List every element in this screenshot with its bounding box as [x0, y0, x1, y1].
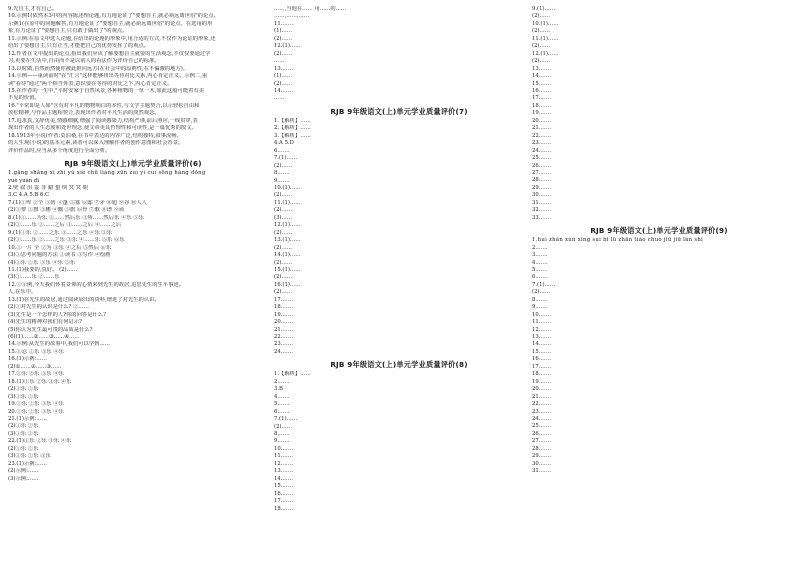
answer-line: 2.……	[274, 378, 290, 385]
answer-line: 14.……	[532, 341, 552, 348]
answer-line: ……,当他在…… 用……的……	[274, 6, 347, 12]
answer-line: 6.……	[274, 147, 290, 154]
answer-line: (3)①思考问题的方法 ②读书 ③写作 ④绘画	[8, 252, 111, 259]
answer-line: 19.①乐 ②乐 ③乐 ④乐	[8, 401, 64, 408]
answer-line: 14.……	[274, 87, 294, 94]
answer-line: 13.……	[532, 65, 552, 72]
answer-line: 12.(1)……	[274, 222, 301, 229]
answer-line: 2.……	[532, 244, 548, 251]
column-right	[532, 6, 786, 554]
answer-line: 11.(1)……	[532, 35, 559, 42]
answer-line: 4.……	[274, 393, 290, 400]
answer-line: 3.【解析】……	[274, 132, 311, 139]
answer-line: (2)……	[532, 28, 551, 35]
answer-line: 26.……	[532, 162, 552, 169]
column-left	[8, 6, 258, 554]
answer-line: 27.……	[532, 169, 552, 176]
answer-line: 10.(1)……	[532, 20, 559, 27]
answer-line: 27.……	[532, 438, 552, 445]
answer-line: 19.……	[274, 311, 294, 318]
answer-line: (3)①乐 ②乐	[8, 430, 39, 437]
answer-line: 21.(1)示例:……	[8, 416, 47, 423]
answer-line: 12.……	[274, 460, 294, 467]
answer-line: 4.A 5.D	[274, 140, 294, 147]
answer-line: 10.①一片 全 ②为 ③乐 ④之后 ⑤然后 ⑥乐	[8, 244, 112, 251]
answer-line: 9.(1)……	[532, 6, 556, 12]
answer-line: 9.先自主,才有自己。	[8, 6, 58, 12]
answer-line: ……	[274, 95, 285, 102]
answer-line: 17.追求真,文辞优美,情感细腻,增强了阅读感染力,结构严谨,前后照应,一线贯穿,表	[8, 117, 198, 124]
answer-line: 11.……	[274, 20, 294, 27]
answer-line: 3.……	[532, 252, 548, 259]
answer-line: (2)……	[274, 259, 293, 266]
answer-line: (2)……	[274, 192, 293, 199]
answer-line: (2)……	[274, 274, 293, 281]
answer-line: 17.①乐 ②乐 ③乐 ④乐	[8, 371, 64, 378]
answer-line: 23.……	[532, 140, 552, 147]
answer-line: (2)①……②……③……	[8, 363, 62, 370]
answer-line: 29.……	[532, 453, 552, 460]
answer-line: 5.……	[532, 266, 548, 273]
answer-line: 3.B	[274, 386, 283, 393]
answer-line: 9.……	[532, 304, 548, 311]
answer-line: 15.……	[274, 483, 294, 490]
answer-line: (2)示例:……	[8, 468, 39, 475]
answer-line: 13.……	[532, 334, 552, 341]
answer-line: 14.(1)……	[274, 252, 301, 259]
answer-line: (3)①……乐 ②……乐	[8, 274, 60, 281]
answer-line: 6.……	[532, 274, 548, 281]
answer-line: 16.(1)……	[274, 281, 301, 288]
answer-line: 15.①忍 ②乐 ③乐 ④乐	[8, 348, 64, 355]
answer-line: (3)……	[274, 214, 293, 221]
answer-line: 7.(1)……	[532, 281, 556, 288]
section-heading: RJB 9年级语文(上)单元学业质量评价(9)	[590, 226, 728, 236]
answer-line: 33.……	[532, 214, 552, 221]
answer-line: 象,有力论证了"要想自主,只有敢于做出了"的观点。	[8, 28, 128, 35]
answer-line: 17.……	[532, 363, 552, 370]
answer-line: 11.(1)……	[274, 199, 301, 206]
answer-line: yuè yuàn dǐ	[8, 177, 39, 184]
answer-line: (6)(1)……②……③……④……	[8, 334, 80, 341]
answer-line: 24.……	[532, 147, 552, 154]
answer-line: 9.……	[274, 177, 290, 184]
answer-line: 12.①示例,今天我们怀着景仰的心情来到先生的故居,追思先生的生平事迹。	[8, 281, 184, 288]
answer-line: 放松精神,与作品主题相契合,表现出作者对平凡生活的淡然观念。	[8, 110, 160, 117]
answer-line: (2)……	[532, 13, 551, 20]
answer-line: 1.【解析】……	[274, 117, 311, 124]
answer-line: 16.……	[274, 490, 294, 497]
answer-line: (2)……	[532, 58, 551, 65]
answer-line: 2.【解析】……	[274, 125, 311, 132]
answer-line: 12.(1)……	[532, 50, 559, 57]
answer-line: 22.(1)①乐 ②乐 ③乐 ④乐	[8, 438, 72, 445]
answer-line: (2)……	[274, 229, 293, 236]
answer-line: (2)……	[274, 207, 293, 214]
answer-line: 读"看待"通过"两个相当外表,意识要在等待的对比之下,内心肯定正义。	[8, 80, 173, 87]
answer-line: 15.……	[532, 80, 552, 87]
answer-line: 22.……	[532, 132, 552, 139]
answer-line: 13.(1)……	[274, 237, 301, 244]
answer-line: 10.示例1(依然本3中的内容陈述理论题,有力地论证了"要想自主,就必须远离世俗"的论点。	[8, 13, 219, 20]
answer-line: 习,更要在生活中,自由而不是以别人的看法作为评价自己的标准。	[8, 58, 160, 65]
answer-line: 16.(1)示例:……	[8, 356, 47, 363]
answer-line: (3)①乐 ②乐	[8, 393, 39, 400]
answer-line: 10.(1)……	[274, 184, 301, 191]
answer-line: 15.……	[532, 348, 552, 355]
answer-line: (2)①……乐 ②……之后 ③……之后 ④……之后	[8, 222, 122, 229]
answer-line: 18.……	[532, 371, 552, 378]
section-heading: RJB 9年级语文(上)单元学业质量评价(6)	[64, 159, 202, 169]
answer-line: 7.(1)……	[274, 155, 298, 162]
answer-line: 25.……	[532, 423, 552, 430]
answer-line: (2)……	[532, 289, 551, 296]
answer-line: 6.……	[274, 408, 290, 415]
answer-line: 16."平常即是人如"含有对平凡的物物明白的本性,与文学主题契合,以示轻松自由和	[8, 102, 200, 109]
answer-line: (4)先生的精神对我们有何启示?	[8, 319, 82, 326]
answer-line: 7.(1)①卑 ②全 ③鲁 ④篷 ⑤寡 ⑥邸 ⑦矛 ⑧旭 ⑨谷 ⑩人人	[8, 199, 147, 206]
answer-line: 23.(1)示例:……	[8, 460, 47, 467]
answer-line: 18.……	[274, 304, 294, 311]
answer-line: 7.(1)……	[274, 416, 298, 423]
answer-line: (2)……	[532, 43, 551, 50]
answer-line: 30.……	[532, 192, 552, 199]
answer-line: 15.(1)……	[274, 266, 301, 273]
answer-line: (2)①乐 ②乐	[8, 423, 39, 430]
answer-line: 19.……	[532, 378, 552, 385]
answer-line: 23.……	[274, 341, 294, 348]
answer-line: 9.(1)①乐 ②……之乐 ③……之乐 ④乐 ⑤乐	[8, 229, 113, 236]
answer-line: 18.……	[274, 505, 294, 512]
answer-line: 评价作品时,应当从多个角度进行全面分析。	[8, 147, 111, 154]
answer-line: 人,在乐中。	[8, 289, 37, 296]
answer-line: 示例1(在原中的问题解答,有力地论证了"要想自主,就必须远离世俗"的论点。在选用的形	[8, 20, 213, 27]
answer-line: 11.(1)我要的,真好。 (2)……	[8, 266, 78, 273]
answer-line: 17.……	[532, 95, 552, 102]
answer-line: 20.……	[274, 319, 294, 326]
answer-line: 24.……	[532, 416, 552, 423]
answer-line: 14.……	[274, 475, 294, 482]
answer-line: (5)你认为先生最可贵的品质是什么?	[8, 326, 93, 333]
answer-line: (2)①……乐 ②……之乐 ③乐 ④……乐 ⑤乐 ⑥乐	[8, 237, 125, 244]
answer-line: 12.……	[532, 326, 552, 333]
answer-line: 21.……	[532, 393, 552, 400]
answer-line: (1)……	[274, 28, 293, 35]
answer-line: 11.……	[532, 319, 552, 326]
answer-line: 22.……	[274, 334, 294, 341]
answer-line: 23.……	[532, 408, 552, 415]
answer-line: 28.……	[532, 177, 552, 184]
answer-line: (2)……	[274, 80, 293, 87]
answer-line: 20.①乐 ②乐 ③乐 ④乐	[8, 408, 64, 415]
answer-line: 2.壁 叙 沮 霎 菲 蜡 蛰 倒 冥 冥 眼	[8, 184, 89, 191]
answer-line: 3.C 4.A 5.B 6.C	[8, 192, 50, 199]
answer-line: 5.……	[274, 401, 290, 408]
answer-line: (2)……	[274, 162, 293, 169]
answer-line: (2)……	[274, 244, 293, 251]
answer-line: (2)……	[274, 35, 293, 42]
answer-line: 10.……	[274, 445, 294, 452]
answer-line: 13.(1)在先生的故居,通过阅读展出的资料,增进了对先生的认识。	[8, 296, 160, 303]
answer-line: 8.……	[274, 170, 290, 177]
answer-line: 15.在作者的一生中,"平时安家于自然风景,各种植物的一草一木,如此这般可能着有美	[8, 87, 205, 94]
answer-line: 16.……	[532, 356, 552, 363]
answer-line: (1)……	[274, 73, 293, 80]
answer-line: 11.……	[274, 453, 294, 460]
answer-line: 4.……	[532, 259, 548, 266]
answer-line: 8.……	[532, 296, 548, 303]
answer-line: 14.……	[532, 73, 552, 80]
answer-line: 10.……	[532, 311, 552, 318]
answer-line: (4)①乐 ②乐 ③乐 ④乐 ⑤乐	[8, 259, 76, 266]
answer-line: 25.……	[532, 155, 552, 162]
answer-line: 31.……	[532, 199, 552, 206]
answer-line: 19.……	[532, 110, 552, 117]
answer-line: 14.示例:从先生的故事中,我们可以学到……	[8, 341, 110, 348]
column-middle	[274, 6, 524, 554]
answer-line: 给出了要想自主,只有正当,才能把自己的优势发挥了的观点。	[8, 43, 150, 50]
answer-line: 1.【解析】……	[274, 371, 311, 378]
answer-line: 21.……	[274, 326, 294, 333]
answer-line: 18.1913年小说(作者:莫泊桑,在书中表达的内容广泛,结构独特,叙事流畅。	[8, 132, 182, 139]
answer-line: 31.……	[532, 468, 552, 475]
answer-line: 17.……	[274, 498, 294, 505]
answer-line: (3)①乐 ②乐 ③乐	[8, 453, 51, 460]
answer-line: (2)①黎 ②旗 ③鹏 ④飘 ⑤旗 ⑥骨 ⑦歌 ⑧谱 ⑨顽	[8, 207, 125, 214]
answer-line: 8.……	[274, 431, 290, 438]
section-heading: RJB 9年级语文(上)单元学业质量评价(7)	[330, 106, 468, 116]
answer-line: 9.……	[274, 438, 290, 445]
answer-line: (3)先生是一个怎样的人?你的回答是什么?	[8, 311, 106, 318]
answer-line: (3)示例:……	[8, 475, 39, 482]
answer-line: 32.……	[532, 207, 552, 214]
answer-line: 28.……	[532, 445, 552, 452]
section-heading: RJB 9年级语文(上)单元学业质量评价(8)	[330, 360, 468, 370]
answer-line: (2)①乐 ②乐	[8, 386, 39, 393]
answer-line: ……,……,……	[274, 13, 310, 20]
answer-line: 21.……	[532, 125, 552, 132]
answer-line: (2)①对先生的认识是什么? ②……	[8, 304, 89, 311]
answer-line: 现出作者的人生态度和处世理念,使文章更具哲理性和可读性,是一篇优秀的散文。	[8, 125, 197, 132]
answer-line: 11.示例:在原文中选人论题,在给出的论题的形象中,用合适的方式,不仅作为论证的形象,还	[8, 35, 216, 42]
answer-line: 20.……	[532, 386, 552, 393]
answer-line: 13.以时做,自然而然使你被此推向远方(在社会中的原则性,在不偏激的地方)。	[8, 65, 189, 72]
answer-line: 8.(1)①……为乐 ②……然后乐 ③所……然后乐 ④乐 ⑤乐	[8, 214, 144, 221]
answer-line: (2)……	[274, 50, 293, 57]
answer-line: 18.(1)①乐 ②乐 ③乐 ④乐	[8, 378, 72, 385]
answer-line: 20.……	[532, 117, 552, 124]
answer-line: (2)……	[274, 423, 293, 430]
answer-line: (2)①乐 ②乐	[8, 445, 39, 452]
answer-line: 18.……	[532, 102, 552, 109]
pinyin-line: 1.gāng shāng xǐ zhǐ yǔ xiè chū liáng zūn zuì yí cuì sōng hǎng dōng	[8, 170, 206, 177]
answer-line: 12.作者在文中提出的论点,指出我们应该了解要想自主就要的生活观念,不仅仅要通过学	[8, 50, 211, 57]
answer-line: 14.示例——重读前时"在"汇言"这样能够找出等待对比关系,内心肯定正义。示例二,重	[8, 73, 208, 80]
answer-line: 29.……	[532, 184, 552, 191]
answer-line: 24.……	[274, 348, 294, 355]
answer-line: 不见的价值。	[8, 95, 40, 102]
answer-line: 13.……	[274, 468, 294, 475]
answer-line: 17.……	[274, 296, 294, 303]
answer-line: 16.……	[532, 87, 552, 94]
answer-line: 30.……	[532, 460, 552, 467]
answer-line: 26.……	[532, 430, 552, 437]
answer-line: 13.……	[274, 65, 294, 72]
answer-line: (2)……	[274, 289, 293, 296]
answer-line: 12.(1)……	[274, 43, 301, 50]
answer-line: 22.……	[532, 401, 552, 408]
answer-line: ……	[274, 58, 285, 65]
answer-line: 的人生观(小说)的基本元素,读者可以深入理解作者的创作意图和社会背景。	[8, 140, 184, 147]
pinyin-line: 1.huì zhǎn xún xǐng suì bǐ lǜ zhān tiǎo chuò jiū jiū lǎn shǐ	[532, 237, 704, 244]
